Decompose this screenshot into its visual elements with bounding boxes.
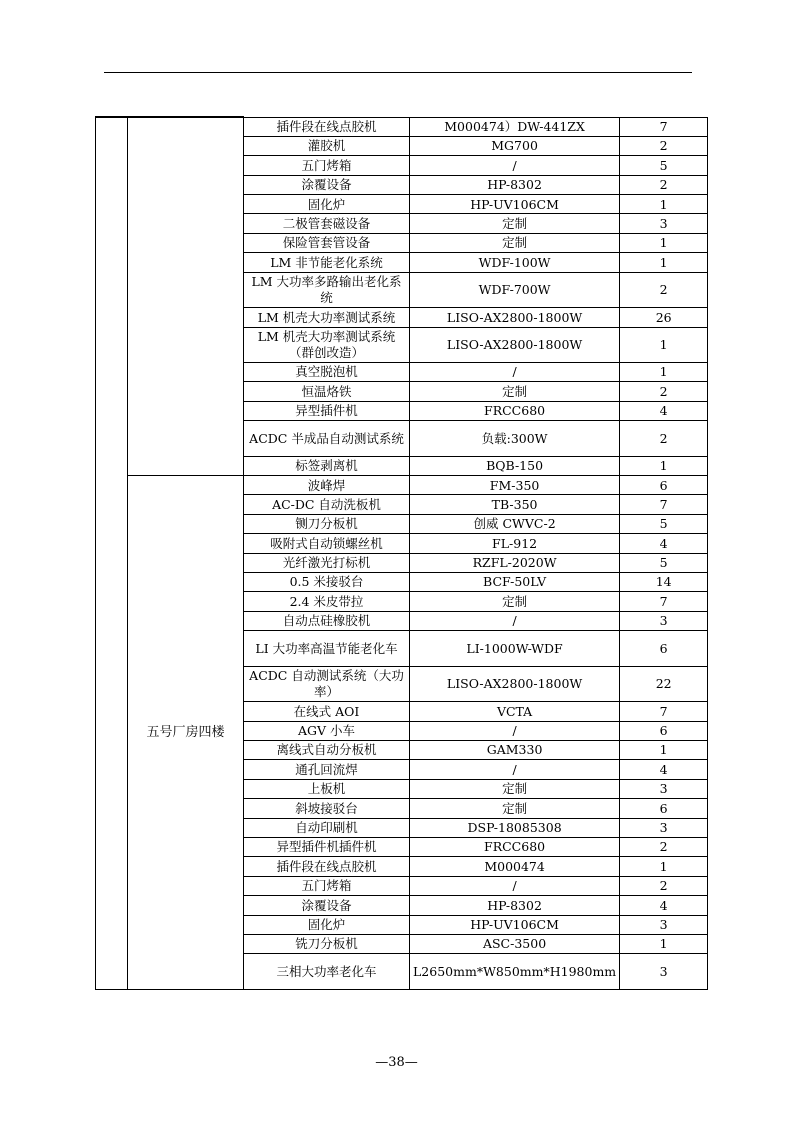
equipment-table <box>95 116 708 990</box>
equipment-model: HP-UV106CM <box>410 195 620 214</box>
equipment-qty: 2 <box>620 382 708 401</box>
equipment-name: 灌胶机 <box>244 136 410 155</box>
equipment-qty: 1 <box>620 456 708 475</box>
area-cell: 五号厂房四楼 <box>128 476 244 990</box>
area-cell-upper <box>128 117 244 476</box>
equipment-qty: 2 <box>620 272 708 308</box>
header-rule <box>104 72 692 73</box>
equipment-qty: 7 <box>620 117 708 136</box>
equipment-qty: 5 <box>620 156 708 175</box>
equipment-name: 涂覆设备 <box>244 896 410 915</box>
equipment-qty: 7 <box>620 495 708 514</box>
equipment-model: 负载:300W <box>410 421 620 457</box>
equipment-name: ACDC 半成品自动测试系统 <box>244 421 410 457</box>
equipment-qty: 4 <box>620 401 708 420</box>
table-row <box>96 476 708 495</box>
equipment-model: TB-350 <box>410 495 620 514</box>
equipment-qty: 6 <box>620 476 708 495</box>
equipment-name: 铣刀分板机 <box>244 934 410 953</box>
equipment-model: 定制 <box>410 592 620 611</box>
equipment-name: 自动点硅橡胶机 <box>244 611 410 630</box>
page-number: —38— <box>375 1055 418 1070</box>
equipment-name: 标签剥离机 <box>244 456 410 475</box>
equipment-model: BQB-150 <box>410 456 620 475</box>
equipment-name: 2.4 米皮带拉 <box>244 592 410 611</box>
equipment-name: 离线式自动分板机 <box>244 740 410 759</box>
equipment-qty: 6 <box>620 721 708 740</box>
equipment-qty: 3 <box>620 915 708 934</box>
equipment-model: / <box>410 363 620 382</box>
equipment-model: ASC-3500 <box>410 934 620 953</box>
equipment-name: LM 大功率多路输出老化系统 <box>244 272 410 308</box>
equipment-qty: 3 <box>620 611 708 630</box>
equipment-model: VCTA <box>410 702 620 721</box>
equipment-name: 涂覆设备 <box>244 175 410 194</box>
equipment-name: LI 大功率高温节能老化车 <box>244 631 410 667</box>
equipment-qty: 2 <box>620 136 708 155</box>
equipment-model: / <box>410 156 620 175</box>
equipment-qty: 2 <box>620 421 708 457</box>
equipment-name: 自动印刷机 <box>244 818 410 837</box>
equipment-model: LISO-AX2800-1800W <box>410 666 620 702</box>
equipment-model: FRCC680 <box>410 401 620 420</box>
equipment-qty: 7 <box>620 702 708 721</box>
equipment-qty: 4 <box>620 896 708 915</box>
equipment-name: 铡刀分板机 <box>244 514 410 533</box>
equipment-model: HP-UV106CM <box>410 915 620 934</box>
equipment-name: 通孔回流焊 <box>244 760 410 779</box>
equipment-name: LM 非节能老化系统 <box>244 253 410 272</box>
equipment-model: 定制 <box>410 779 620 798</box>
equipment-model: 定制 <box>410 214 620 233</box>
equipment-model: 定制 <box>410 233 620 252</box>
equipment-name: 斜坡接驳台 <box>244 799 410 818</box>
equipment-qty: 2 <box>620 837 708 856</box>
equipment-name: 0.5 米接驳台 <box>244 573 410 592</box>
equipment-qty: 2 <box>620 175 708 194</box>
equipment-qty: 4 <box>620 760 708 779</box>
equipment-qty: 26 <box>620 308 708 327</box>
equipment-model: DSP-18085308 <box>410 818 620 837</box>
equipment-name: 五门烤箱 <box>244 156 410 175</box>
equipment-name: 五门烤箱 <box>244 876 410 895</box>
equipment-name: 吸附式自动锁螺丝机 <box>244 534 410 553</box>
equipment-model: FM-350 <box>410 476 620 495</box>
equipment-name: 恒温烙铁 <box>244 382 410 401</box>
equipment-qty: 22 <box>620 666 708 702</box>
equipment-model: WDF-100W <box>410 253 620 272</box>
equipment-qty: 4 <box>620 534 708 553</box>
equipment-model: WDF-700W <box>410 272 620 308</box>
equipment-qty: 1 <box>620 233 708 252</box>
equipment-qty: 1 <box>620 740 708 759</box>
equipment-model: M000474 <box>410 857 620 876</box>
equipment-model: / <box>410 876 620 895</box>
equipment-qty: 1 <box>620 934 708 953</box>
equipment-model: 定制 <box>410 382 620 401</box>
equipment-qty: 1 <box>620 363 708 382</box>
equipment-name: 波峰焊 <box>244 476 410 495</box>
equipment-model: LI-1000W-WDF <box>410 631 620 667</box>
equipment-model: FRCC680 <box>410 837 620 856</box>
equipment-name: 真空脱泡机 <box>244 363 410 382</box>
equipment-model: HP-8302 <box>410 175 620 194</box>
equipment-qty: 6 <box>620 799 708 818</box>
category-cell <box>96 117 128 989</box>
equipment-name: 固化炉 <box>244 915 410 934</box>
equipment-name: 插件段在线点胶机 <box>244 117 410 136</box>
equipment-qty: 5 <box>620 514 708 533</box>
equipment-model: GAM330 <box>410 740 620 759</box>
equipment-qty: 1 <box>620 327 708 363</box>
equipment-model: / <box>410 611 620 630</box>
equipment-model: / <box>410 760 620 779</box>
equipment-name: 异型插件机 <box>244 401 410 420</box>
equipment-model: M000474）DW-441ZX <box>410 117 620 136</box>
equipment-model: FL-912 <box>410 534 620 553</box>
equipment-model: 创威 CWVC-2 <box>410 514 620 533</box>
equipment-qty: 2 <box>620 876 708 895</box>
equipment-name: AGV 小车 <box>244 721 410 740</box>
equipment-name: 保险管套管设备 <box>244 233 410 252</box>
equipment-qty: 1 <box>620 195 708 214</box>
equipment-model: L2650mm*W850mm*H1980mm <box>410 954 620 990</box>
equipment-qty: 1 <box>620 857 708 876</box>
equipment-model: LISO-AX2800-1800W <box>410 327 620 363</box>
equipment-model: MG700 <box>410 136 620 155</box>
equipment-name: 二极管套磁设备 <box>244 214 410 233</box>
equipment-qty: 3 <box>620 214 708 233</box>
equipment-model: 定制 <box>410 799 620 818</box>
equipment-qty: 3 <box>620 818 708 837</box>
equipment-name: 固化炉 <box>244 195 410 214</box>
equipment-name: 在线式 AOI <box>244 702 410 721</box>
table-row <box>96 117 708 136</box>
equipment-qty: 3 <box>620 954 708 990</box>
equipment-name: ACDC 自动测试系统（大功率） <box>244 666 410 702</box>
equipment-name: LM 机壳大功率测试系统（群创改造） <box>244 327 410 363</box>
equipment-qty: 5 <box>620 553 708 572</box>
equipment-model: LISO-AX2800-1800W <box>410 308 620 327</box>
equipment-name: 上板机 <box>244 779 410 798</box>
equipment-model: BCF-50LV <box>410 573 620 592</box>
equipment-name: 光纤激光打标机 <box>244 553 410 572</box>
equipment-name: 异型插件机插件机 <box>244 837 410 856</box>
equipment-qty: 7 <box>620 592 708 611</box>
equipment-model: HP-8302 <box>410 896 620 915</box>
equipment-qty: 1 <box>620 253 708 272</box>
equipment-qty: 3 <box>620 779 708 798</box>
equipment-model: / <box>410 721 620 740</box>
equipment-name: AC-DC 自动洗板机 <box>244 495 410 514</box>
equipment-name: 插件段在线点胶机 <box>244 857 410 876</box>
equipment-qty: 14 <box>620 573 708 592</box>
equipment-qty: 6 <box>620 631 708 667</box>
equipment-name: LM 机壳大功率测试系统 <box>244 308 410 327</box>
equipment-name: 三相大功率老化车 <box>244 954 410 990</box>
equipment-model: RZFL-2020W <box>410 553 620 572</box>
